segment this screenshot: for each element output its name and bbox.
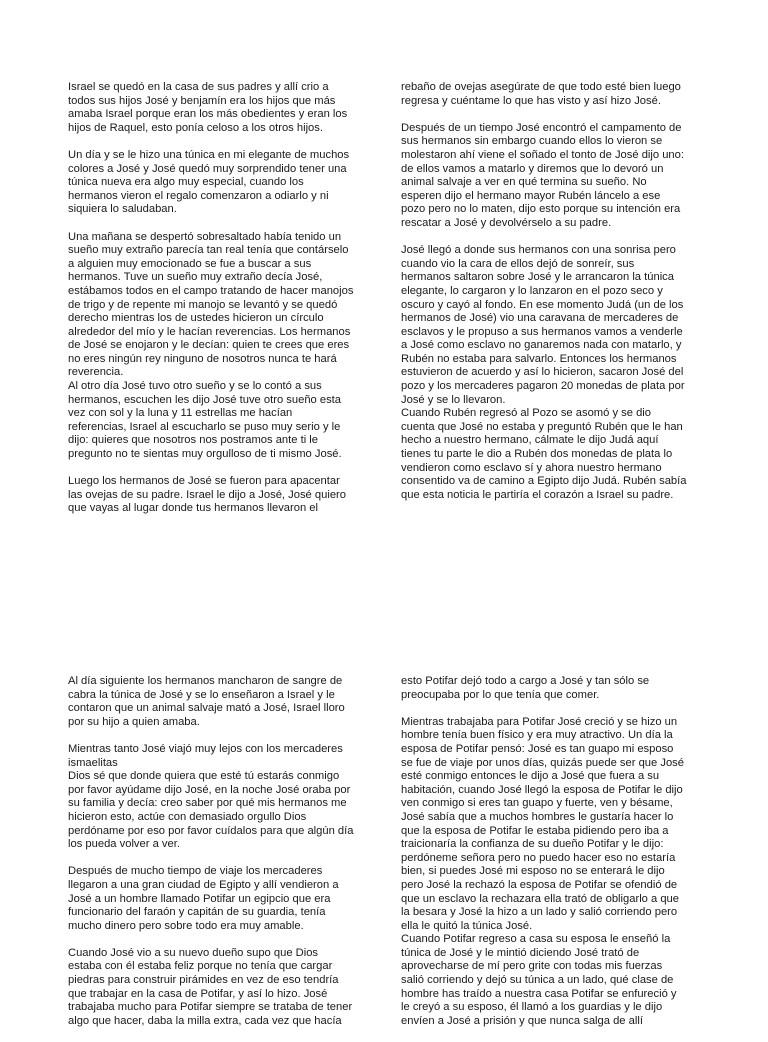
paragraph: Mientras trabajaba para Potifar José creció y se hizo un hombre tenía buen físico y era muy atractivo. Un día la esposa de Potifar pensó: José es tan guapo mi esposo se fue de viaje por unos días, quizás puede ser que José esté conmigo entonces le dijo a José que fuera a su habitación, cuando José llegó la esposa de Potifar le dijo ven conmigo si eres tan guapo y fuerte, ven y bésame, José sabía que a muchos hombres le gustaría hacer lo que la esposa de Potifar le estaba pidiendo pero iba a traicionaría la confianza de su dueño Potifar y le dijo: perdóneme señora pero no puedo hacer eso no estaría bien, si puedes José mi esposo no se enterará le dijo pero José la rechazó la esposa de Potifar se ofendió de que un esclavo la rechazara ella trató de obligarlo a que la besara y José la hizo a un lado y salió corriendo pero ella le quitó la túnica José. [401,715,684,932]
paragraph: Al otro día José tuvo otro sueño y se lo contó a sus hermanos, escuchen les dijo José tuve otro sueño esta vez con sol y la luna y 11 estrellas me hacían referencias, Israel al escucharlo se puso muy serio y le dijo: quieres que nosotros nos postramos ante ti le pregunto no te sientas muy orgulloso de ti mismo José. [68,380,342,461]
bottom-left-column [68,675,368,1042]
paragraph: Un día y se le hizo una túnica en mi elegante de muchos colores a José y José quedó muy sorprendido tener una túnica nueva era algo muy especial, cuando los hermanos vieron el regalo comenzaron a odiarlo y ni siquiera lo saludaban. [68,148,350,216]
paragraph: Una mañana se despertó sobresaltado había tenido un sueño muy extraño parecía tan real tenía que contárselo a alguien muy emocionado se fue a buscar a sus hermanos. Tuve un sueño muy extraño decía José, estábamos todos en el campo tratando de hacer manojos de trigo y de repente mi manojo se levantó y se quedó derecho mientras los de ustedes hicieron un círculo alrededor del mío y le hacían reverencias. Los hermanos de José se enojaron y le decían: quien te crees que eres no eres ningún rey ninguno de nosotros nunca te hará reverencia. [68,230,354,379]
paragraph: José llegó a donde sus hermanos con una sonrisa pero cuando vio la cara de ellos dejó de sonreír, sus hermanos saltaron sobre José y le arrancaron la túnica elegante, lo cargaron y lo lanzaron en el pozo seco y oscuro y cayó al fondo. En ese momento Judá (un de los hermanos de José) vio una caravana de mercaderes de esclavos y le propuso a sus hermanos vamos a venderle a José como esclavo no ganaremos nada con matarlo, y Rubén no estaba para salvarlo. Entonces los hermanos estuvieron de acuerdo y así lo hicieron, sacaron José del pozo y los mercaderes pagaron 20 monedas de plata por José y se lo llevaron. [401,244,685,406]
paragraph: esto Potifar dejó todo a cargo a José y tan sólo se preocupaba por lo que tenía que comer. [401,675,650,701]
paragraph: Luego los hermanos de José se fueron para apacentar las ovejas de su padre. Israel le dijo a José, José quiero que vayas al lugar donde tus hermanos llevaron el [68,475,346,515]
top-right-column [401,81,701,516]
paragraph: Después de un tiempo José encontró el campamento de sus hermanos sin embargo cuando ellos lo vieron se molestaron ahí viene el soñado el tonto de José dijo uno: de ellos vamos a matarlo y diremos que lo devoró un animal salvaje a ver en qué termina su sueño. No esperen dijo el hermano mayor Rubén láncelo a ese pozo pero no lo maten, dijo esto porque su intención era rescatar a José y devolvérselo a su padre. [401,121,684,229]
bottom-right-column [401,675,701,1042]
paragraph: Cuando José vio a su nuevo dueño supo que Dios estaba con él estaba feliz porque no tenía que cargar piedras para construir pirámides en vez de eso tendría que trabajar en la casa de Potifar, y así lo hizo. José trabajaba mucho para Potifar siempre se trataba de tener algo que hacer, daba la milla extra, cada vez que hacía [68,946,353,1027]
paragraph: Después de mucho tiempo de viaje los mercaderes llegaron a una gran ciudad de Egipto y allí vendieron a José a un hombre llamado Potifar un egipcio que era funcionario del faraón y capitán de su guardia, tenía mucho dinero pero sobre todo era muy amable. [68,865,339,932]
paragraph: Mientras tanto José viajó muy lejos con los mercaderes ismaelitas [68,742,343,769]
paragraph: Cuando Rubén regresó al Pozo se asomó y se dio cuenta que José no estaba y preguntó Rubén que le han hecho a nuestro hermano, cálmate le dijo Judá aquí tienes tu parte le dio a Rubén dos monedas de plata lo vendieron como esclavo sí y ahora nuestro hermano consentido va de camino a Egipto dijo Judá. Rubén sabía que esta noticia le partiría el corazón a Israel su padre. [401,407,687,501]
paragraph: Israel se quedó en la casa de sus padres y allí crio a todos sus hijos José y benjamín era los hijos que más amaba Israel porque eran los más obedientes y eran los hijos de Raquel, esto ponía celoso a los otros hijos. [68,81,348,134]
top-left-column [68,81,368,530]
paragraph: Cuando Potifar regreso a casa su esposa le enseñó la túnica de José y le mintió diciendo José trató de aprovecharse de mí pero grite con todas mis fuerzas salió corriendo y dejó su túnica a un lado, qué clase de hombre has traído a nuestra casa Potifar se enfureció y le creyó a su esposo, él llamó a los guardias y le dijo envíen a José a prisión y que nunca salga de allí [401,933,677,1027]
paragraph: Dios sé que donde quiera que esté tú estarás conmigo por favor ayúdame dijo José, en la noche José oraba por su familia y decía: creo saber por qué mis hermanos me hicieron esto, actúe con demasiado orgullo Dios perdóname por eso por favor cuídalos para que algún día los pueda volver a ver. [68,770,354,851]
paragraph: rebaño de ovejas asegúrate de que todo esté bien luego regresa y cuéntame lo que has visto y así hizo José. [401,81,681,107]
paragraph: Al día siguiente los hermanos mancharon de sangre de cabra la túnica de José y se lo enseñaron a Israel y le contaron que un animal salvaje mató a José, Israel lloro por su hijo a quien amaba. [68,675,345,728]
